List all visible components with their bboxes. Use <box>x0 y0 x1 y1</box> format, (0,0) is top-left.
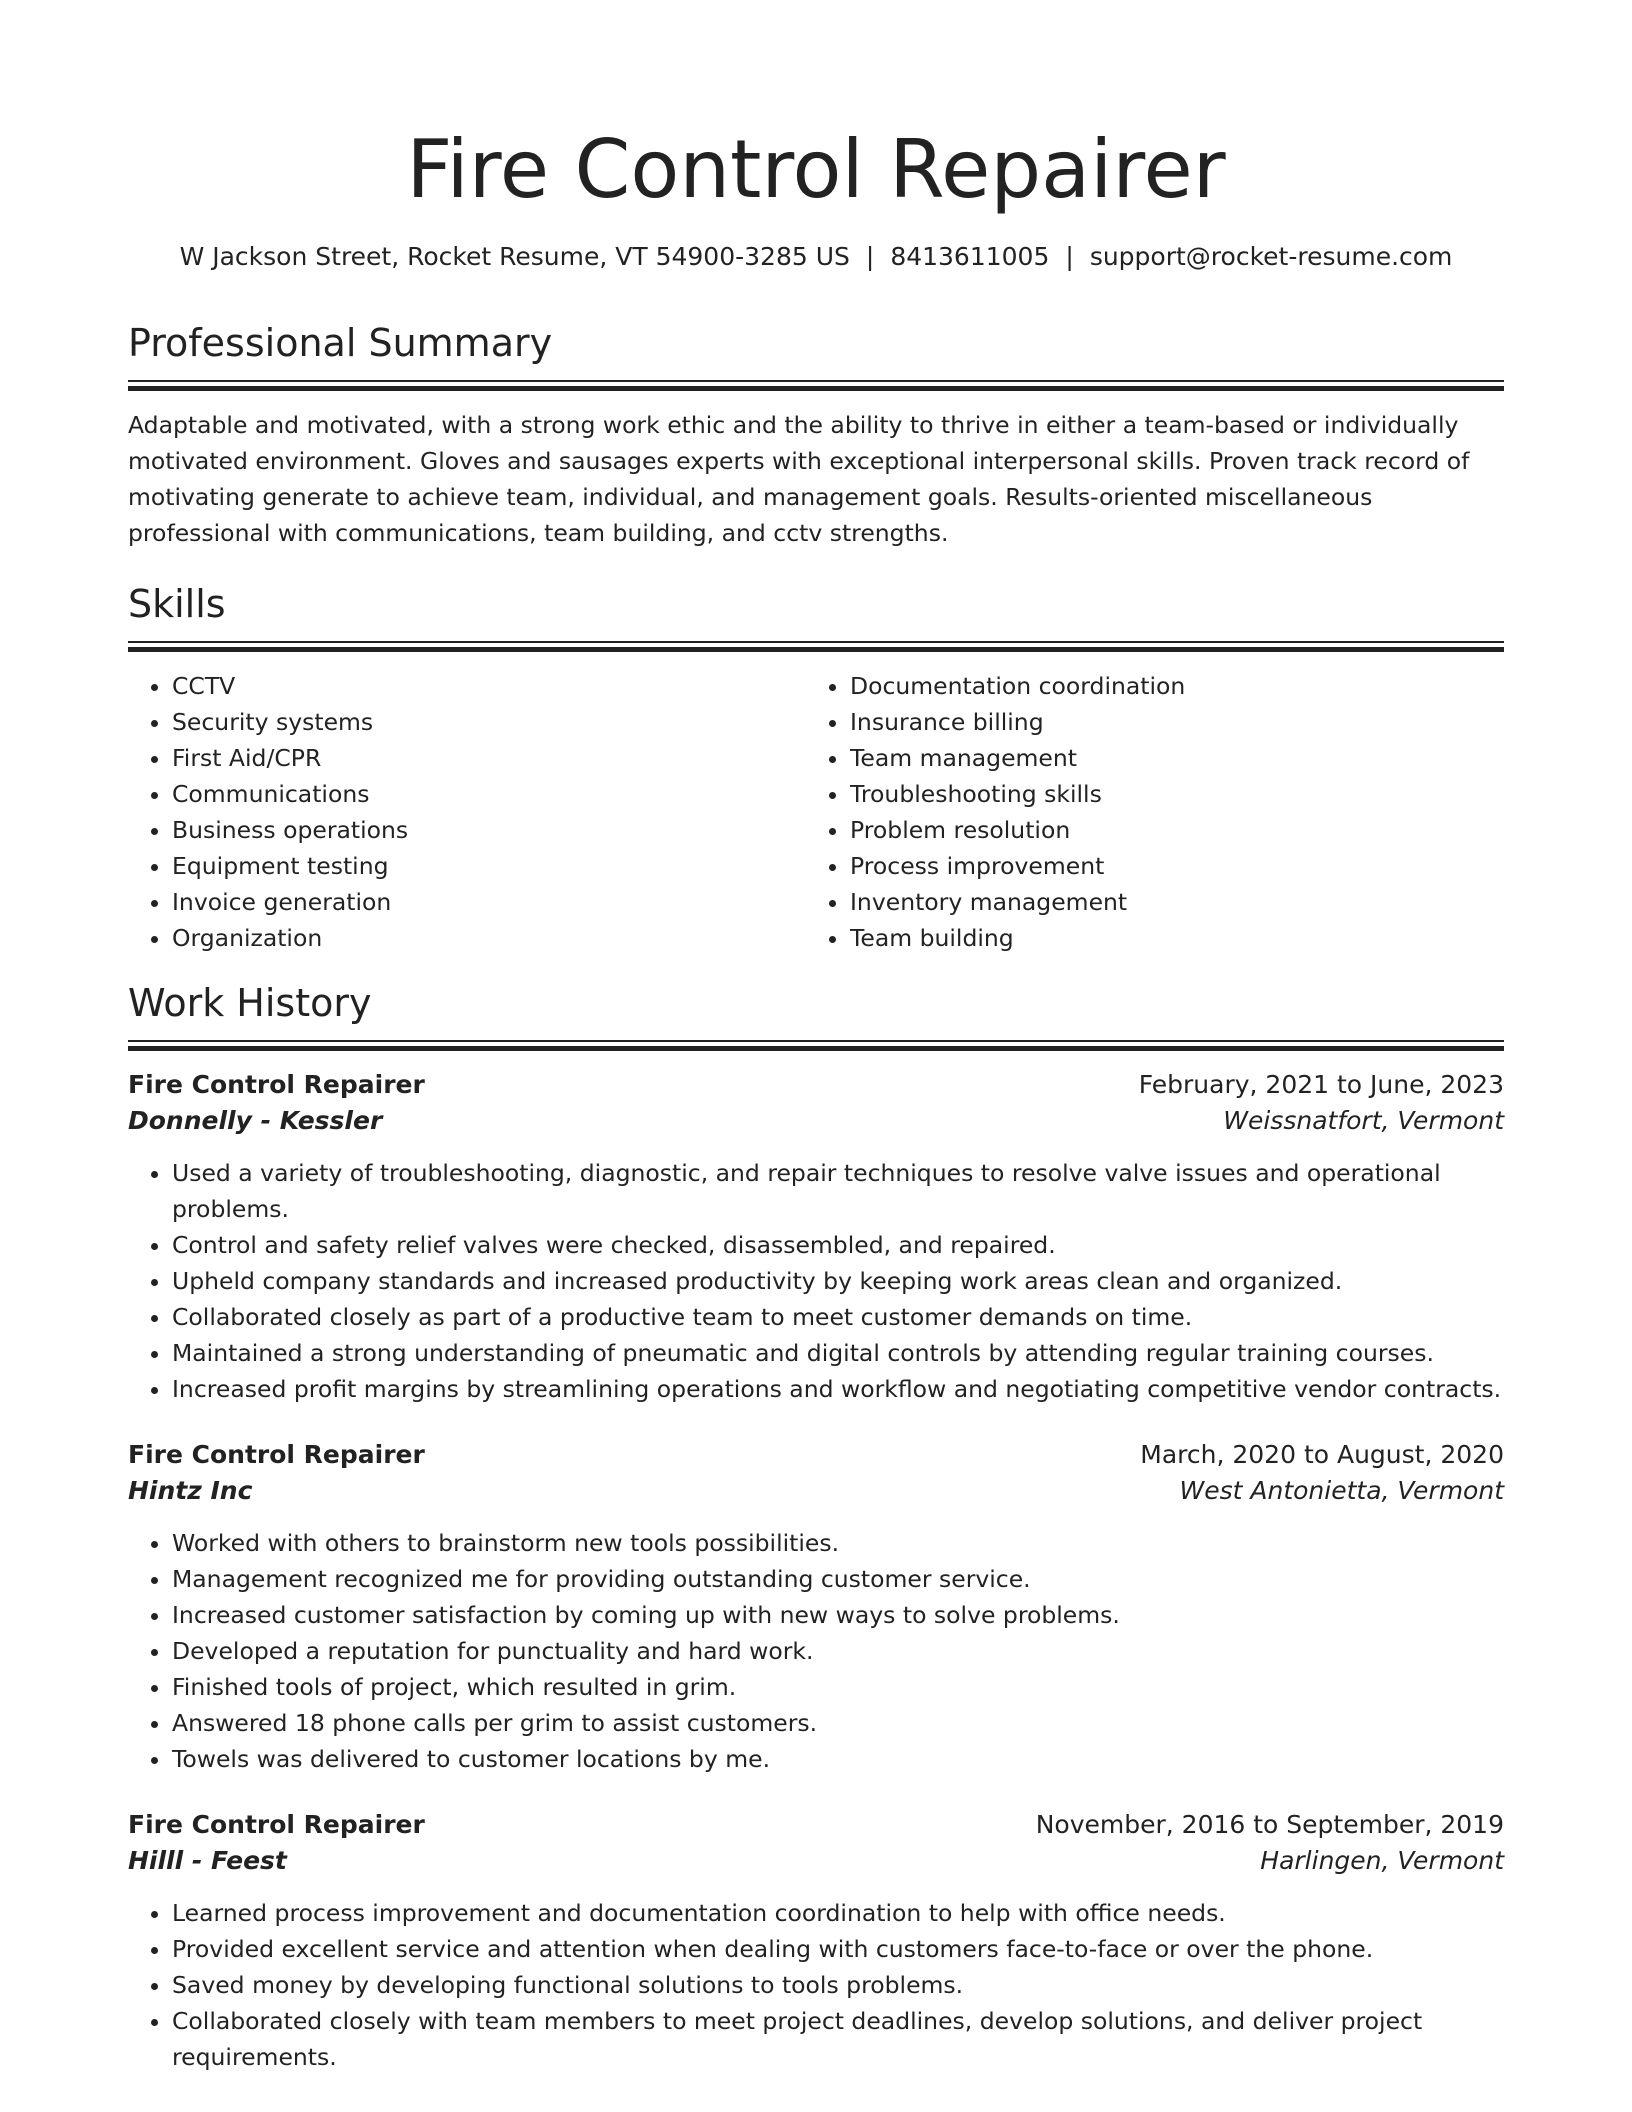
skill-item: • Equipment testing <box>172 848 806 884</box>
contact-address: W Jackson Street, Rocket Resume, VT 54900-3285 US <box>179 242 850 271</box>
job-bullet: • Increased profit margins by streamlining operations and workflow and negotiating competitive vendor contracts. <box>172 1371 1504 1407</box>
job-bullet: • Provided excellent service and attention when dealing with customers face-to-face or over the phone. <box>172 1931 1504 1967</box>
job-title-row <box>128 1807 1504 1843</box>
section-divider <box>128 641 1504 652</box>
job-company-row <box>128 1103 1504 1139</box>
job-bullet: • Management recognized me for providing outstanding customer service. <box>172 1561 1504 1597</box>
contact-separator: | <box>1065 242 1074 271</box>
job-title: Fire Control Repairer <box>128 1070 425 1099</box>
contact-line <box>128 240 1504 274</box>
skill-item: • First Aid/CPR <box>172 740 806 776</box>
skill-item: • Process improvement <box>850 848 1484 884</box>
skills-left-list <box>128 668 806 956</box>
job-bullet: • Used a variety of troubleshooting, diagnostic, and repair techniques to resolve valve issues and operational problems. <box>172 1155 1504 1227</box>
summary-section <box>128 320 1504 551</box>
contact-email: support@rocket-resume.com <box>1089 242 1453 271</box>
job-title-row <box>128 1067 1504 1103</box>
contact-separator: | <box>865 242 875 271</box>
job-bullets <box>128 1525 1504 1777</box>
job-company: Hintz Inc <box>128 1476 253 1505</box>
job-company: Hilll - Feest <box>128 1846 287 1875</box>
resume-name: Fire Control Repairer <box>406 123 1226 216</box>
job-bullet: • Upheld company standards and increased productivity by keeping work areas clean and organized. <box>172 1263 1504 1299</box>
job-bullet: • Collaborated closely as part of a productive team to meet customer demands on time. <box>172 1299 1504 1335</box>
skill-item: • CCTV <box>172 668 806 704</box>
job-bullet: • Control and safety relief valves were checked, disassembled, and repaired. <box>172 1227 1504 1263</box>
job-bullets <box>128 1895 1504 2075</box>
skill-item: • Insurance billing <box>850 704 1484 740</box>
skills-heading: Skills <box>128 582 226 626</box>
work-history-section <box>128 980 1504 2075</box>
skills-columns <box>128 668 1504 956</box>
skill-item: • Invoice generation <box>172 884 806 920</box>
job-title-row <box>128 1437 1504 1473</box>
skill-item: • Organization <box>172 920 806 956</box>
skill-item: • Business operations <box>172 812 806 848</box>
job-title: Fire Control Repairer <box>128 1440 425 1469</box>
job-company-row <box>128 1843 1504 1879</box>
summary-heading: Professional Summary <box>128 321 553 365</box>
job-dates: March, 2020 to August, 2020 <box>1140 1440 1504 1469</box>
resume-page <box>128 0 1504 2075</box>
job-location: Harlingen, Vermont <box>1260 1846 1504 1875</box>
job-bullet: • Increased customer satisfaction by coming up with new ways to solve problems. <box>172 1597 1504 1633</box>
skill-item: • Communications <box>172 776 806 812</box>
work-history-heading: Work History <box>128 981 372 1025</box>
job-company-row <box>128 1473 1504 1509</box>
skills-section <box>128 581 1504 956</box>
job-bullet: • Towels was delivered to customer locations by me. <box>172 1741 1504 1777</box>
skill-item: • Problem resolution <box>850 812 1484 848</box>
section-divider <box>128 1040 1504 1051</box>
skill-item: • Team management <box>850 740 1484 776</box>
skill-item: • Security systems <box>172 704 806 740</box>
job-bullet: • Answered 18 phone calls per grim to assist customers. <box>172 1705 1504 1741</box>
job-bullet: • Learned process improvement and documentation coordination to help with office needs. <box>172 1895 1504 1931</box>
job-bullets <box>128 1155 1504 1407</box>
contact-phone: 8413611005 <box>890 242 1050 271</box>
job-location: West Antonietta, Vermont <box>1179 1476 1504 1505</box>
job-dates: November, 2016 to September, 2019 <box>1035 1810 1504 1839</box>
skill-item: • Troubleshooting skills <box>850 776 1484 812</box>
job-bullet: • Developed a reputation for punctuality and hard work. <box>172 1633 1504 1669</box>
job-bullet: • Collaborated closely with team members to meet project deadlines, develop solutions, and deliver project requirements. <box>172 2003 1504 2075</box>
job-dates: February, 2021 to June, 2023 <box>1138 1070 1504 1099</box>
job-title: Fire Control Repairer <box>128 1810 425 1839</box>
skill-item: • Documentation coordination <box>850 668 1484 704</box>
skill-item: • Team building <box>850 920 1484 956</box>
job-location: Weissnatfort, Vermont <box>1223 1106 1504 1135</box>
job-entry <box>128 1807 1504 2075</box>
job-entry <box>128 1437 1504 1777</box>
job-bullet: • Saved money by developing functional solutions to tools problems. <box>172 1967 1504 2003</box>
job-bullet: • Maintained a strong understanding of pneumatic and digital controls by attending regular training courses. <box>172 1335 1504 1371</box>
job-company: Donnelly - Kessler <box>128 1106 383 1135</box>
job-bullet: • Finished tools of project, which resulted in grim. <box>172 1669 1504 1705</box>
summary-text: Adaptable and motivated, with a strong work ethic and the ability to thrive in either a team-based or individually motivated environment. Gloves and sausages experts with exceptional interpersonal skills. Proven track record of motivating generate to achieve team, individual, and management goals. Results-oriented miscellaneous professional with communications, team building, and cctv strengths. <box>128 411 1470 547</box>
section-divider <box>128 380 1504 391</box>
job-entry <box>128 1067 1504 1407</box>
skill-item: • Inventory management <box>850 884 1484 920</box>
skills-right-list <box>806 668 1484 956</box>
job-bullet: • Worked with others to brainstorm new tools possibilities. <box>172 1525 1504 1561</box>
